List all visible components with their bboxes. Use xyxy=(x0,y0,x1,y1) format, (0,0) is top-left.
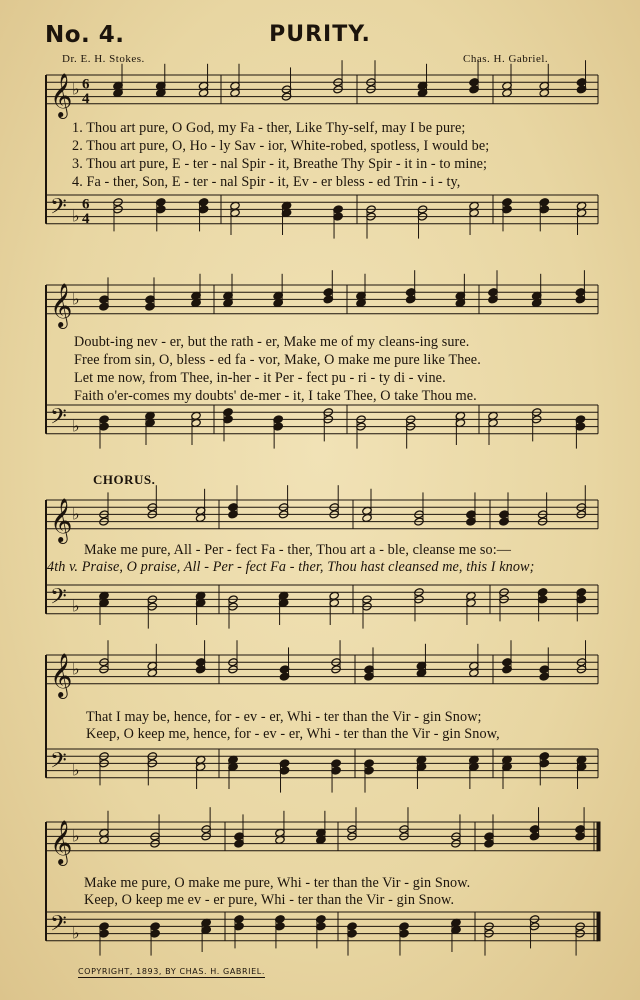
svg-text:♭: ♭ xyxy=(72,206,80,226)
verse-line-1-1: 1. Thou art pure, O God, my Fa - ther, Like Thy-self, may I be pure; xyxy=(72,120,466,136)
svg-text:♭: ♭ xyxy=(72,760,80,780)
svg-text:6: 6 xyxy=(82,76,90,93)
chorus-label: CHORUS. xyxy=(93,472,156,487)
chorus-line-5-1: Make me pure, O make me pure, Whi - ter than the Vir - gin Snow. xyxy=(84,875,471,891)
svg-text:𝄞: 𝄞 xyxy=(50,282,73,327)
chorus-line-4-1: That I may be, hence, for - ev - er, Whi - ter than the Vir - gin Snow; xyxy=(86,709,482,725)
svg-text:♭: ♭ xyxy=(72,504,80,524)
svg-text:𝄢: 𝄢 xyxy=(50,748,67,779)
verse-line-2-2: Free from sin, O, bless - ed fa - vor, Make, O make me pure like Thee. xyxy=(74,352,481,368)
verse-line-1-3: 3. Thou art pure, E - ter - nal Spir - it, Breathe Thy Spir - it in - to mine; xyxy=(72,156,488,172)
svg-text:♭: ♭ xyxy=(72,826,80,846)
verse-line-1-4: 4. Fa - ther, Son, E - ter - nal Spir - it, Ev - er bless - ed Trin - i - ty, xyxy=(72,174,461,190)
verse-line-2-1: Doubt-ing nev - er, but the rath - er, Make me of my cleans-ing sure. xyxy=(74,334,470,350)
svg-text:♭: ♭ xyxy=(72,289,80,309)
svg-text:𝄞: 𝄞 xyxy=(50,497,73,542)
svg-text:𝄞: 𝄞 xyxy=(50,652,73,697)
svg-text:𝄞: 𝄞 xyxy=(50,819,73,864)
svg-text:𝄢: 𝄢 xyxy=(50,404,67,435)
svg-text:♭: ♭ xyxy=(72,596,80,616)
chorus-line-4-2: Keep, O keep me, hence, for - ev - er, Whi - ter than the Vir - gin Snow, xyxy=(86,726,500,742)
svg-text:𝄞: 𝄞 xyxy=(50,72,73,117)
copyright-notice: COPYRIGHT, 1893, BY CHAS. H. GABRIEL. xyxy=(78,967,265,976)
svg-text:𝄢: 𝄢 xyxy=(50,194,67,225)
verse-line-2-4: Faith o'er-comes my doubts' de-mer - it, I take Thee, O take Thou me. xyxy=(74,388,477,404)
svg-text:6: 6 xyxy=(82,196,90,213)
svg-text:4: 4 xyxy=(82,210,90,227)
svg-text:4: 4 xyxy=(82,90,90,107)
chorus-line-3-1: Make me pure, All - Per - fect Fa - ther, Thou art a - ble, cleanse me so:— xyxy=(84,542,512,558)
verse-line-2-3: Let me now, from Thee, in-her - it Per - fect pu - ri - ty di - vine. xyxy=(74,370,446,386)
chorus-line-3-2: 4th v. Praise, O praise, All - Per - fect Fa - ther, Thou hast cleansed me, this I know; xyxy=(47,559,535,575)
svg-text:♭: ♭ xyxy=(72,659,80,679)
svg-text:𝄢: 𝄢 xyxy=(50,911,67,942)
svg-text:♭: ♭ xyxy=(72,923,80,943)
author-credit: Dr. E. H. Stokes. xyxy=(62,53,145,65)
verse-line-1-2: 2. Thou art pure, O, Ho - ly Sav - ior, White-robed, spotless, I would be; xyxy=(72,138,490,154)
svg-text:𝄢: 𝄢 xyxy=(50,584,67,615)
svg-text:♭: ♭ xyxy=(72,79,80,99)
composer-credit: Chas. H. Gabriel. xyxy=(463,53,549,65)
svg-text:♭: ♭ xyxy=(72,416,80,436)
hymn-title: PURITY. xyxy=(269,22,371,47)
chorus-line-5-2: Keep, O keep me ev - er pure, Whi - ter than the Vir - gin Snow. xyxy=(84,892,455,908)
hymn-number: No. 4. xyxy=(45,22,125,48)
